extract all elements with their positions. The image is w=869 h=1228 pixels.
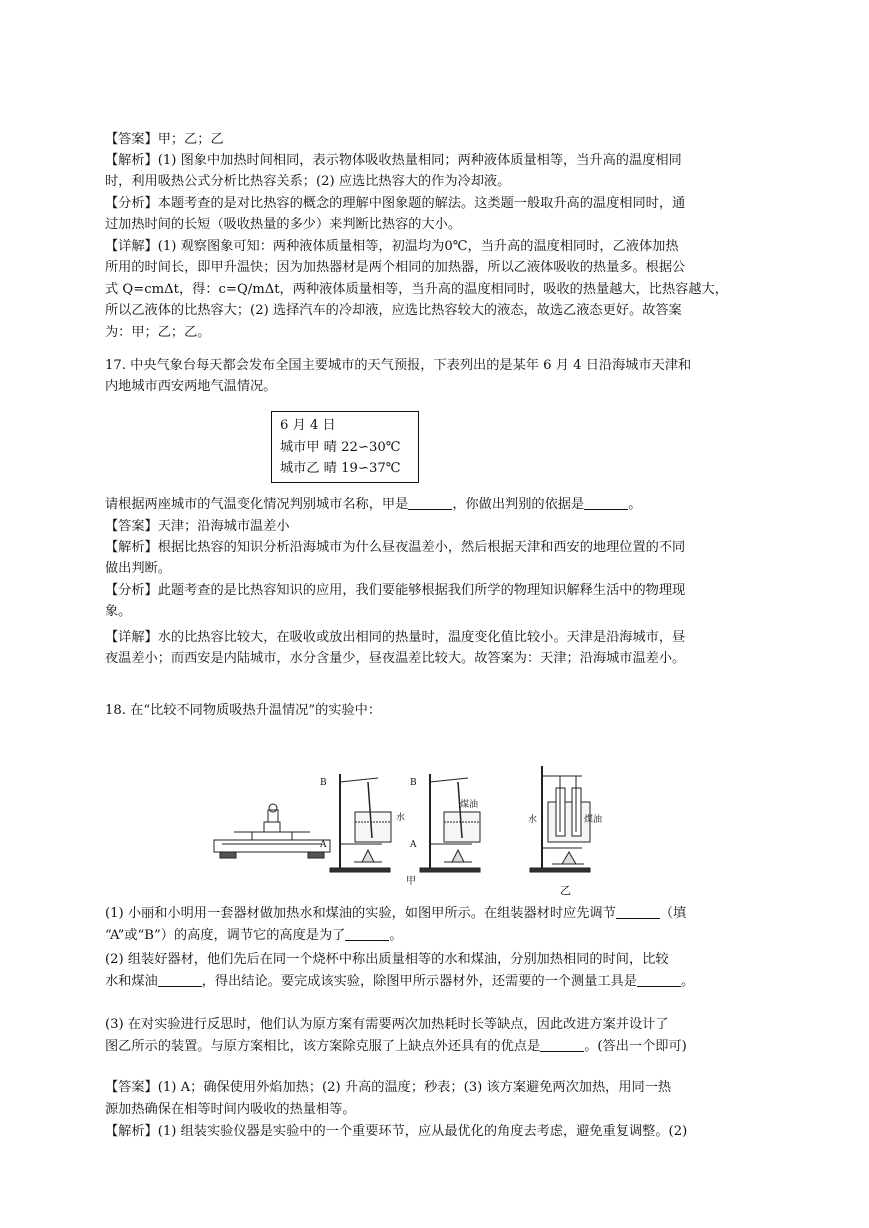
stand-water-illustration [330, 774, 391, 872]
question-18-part2: (2) 组装好器材，他们先后在同一个烧杯中称出质量相等的水和煤油，分别加热相同的时间，比较 [105, 952, 669, 967]
text-line: 式 Q=cmΔt，得：c=Q/mΔt，两种液体质量相等，当升高的温度相同时，吸收的热量越大，比热容越大， [105, 282, 728, 297]
question-18-part3: (3) 在对实验进行反思时，他们认为原方案有需要两次加热耗时长等缺点，因此改进方案并设计了 [105, 1017, 669, 1032]
prompt-text: 。(答出一个即可) [584, 1039, 687, 1054]
prompt-text: 水和煤油 [105, 974, 158, 989]
stand-combined-illustration [530, 766, 590, 872]
label-oil: 煤油 [460, 800, 479, 810]
answer-blank [584, 495, 628, 510]
prompt-text: 请根据两座城市的气温变化情况判别城市名称，甲是 [105, 497, 409, 512]
prompt-text: 。 [389, 928, 403, 943]
prompt-text: (1) 小丽和小明用一套器材做加热水和煤油的实验，如图甲所示。在组装器材时应先调节 [105, 906, 616, 921]
text-line: 【分析】本题考查的是对比热容的概念的理解中图象题的解法。这类题一般取升高的温度相同时，通 [105, 196, 686, 211]
question-18-answer: 【答案】(1) A；确保使用外焰加热；(2) 升高的温度；秒表；(3) 该方案避免两次加热，用同一热 [105, 1080, 672, 1095]
text-line: 【答案】甲；乙；乙 [105, 132, 224, 147]
text-line: 【详解】水的比热容比较大，在吸收或放出相同的热量时，温度变化值比较小。天津是沿海城市，昼 [105, 630, 686, 645]
label-oil: 煤油 [584, 815, 603, 825]
caption-jia: 甲 [406, 876, 416, 887]
text-line: 所用的时间长，即甲升温快；因为加热器材是两个相同的加热器，所以乙液体吸收的热量多。根据公 [105, 260, 686, 275]
question-17-prompt [105, 494, 769, 516]
label-a: A [410, 840, 417, 850]
text-line: 象。 [105, 604, 132, 619]
text-line: 【解析】(1) 图象中加热时间相同，表示物体吸收热量相同；两种液体质量相等，当升高的温度相同 [105, 153, 682, 168]
question-18-title: 18. 在“比较不同物质吸热升温情况”的实验中： [105, 703, 382, 718]
label-b: B [410, 778, 417, 788]
question-18-analysis: 【解析】(1) 组装实验仪器是实验中的一个重要环节，应从最优化的角度去考虑，避免重复调整。(2) [105, 1124, 688, 1139]
question-18-part1-cont [105, 925, 769, 947]
prompt-text: 图乙所示的装置。与原方案相比，该方案除克服了上缺点外还具有的优点是 [105, 1039, 541, 1054]
prompt-text: 。 [628, 497, 642, 512]
question-18-part1 [105, 903, 769, 925]
label-water: 水 [396, 813, 406, 823]
label-water: 水 [528, 815, 538, 825]
text-line: 为：甲；乙；乙。 [105, 325, 211, 340]
text-line: 所以乙液体的比热容大；(2) 选择汽车的冷却液，应选比热容较大的液态，故选乙液态更好。故答案 [105, 303, 682, 318]
question-17-stem: 17. 中央气象台每天都会发布全国主要城市的天气预报，下表列出的是某年 6 月 4 日沿海城市天津和 [105, 358, 692, 373]
prompt-text: 。 [680, 974, 695, 989]
text-line: 【答案】天津；沿海城市温差小 [105, 519, 290, 534]
weather-date: 6 月 4 日 [280, 418, 336, 433]
label-a: A [320, 840, 327, 850]
text-line: 时，利用吸热公式分析比热容关系；(2) 应选比热容大的作为冷却液。 [105, 174, 511, 189]
caption-yi: 乙 [560, 884, 571, 897]
text-line: 源加热确保在相等时间内吸收的热量相等。 [105, 1102, 356, 1117]
prompt-text: ，得出结论。要完成该实验，除图甲所示器材外，还需要的一个测量工具是 [201, 974, 637, 989]
answer-blank [408, 495, 452, 510]
text-line: 【详解】(1) 观察图象可知：两种液体质量相等，初温均为0℃，当升高的温度相同时，乙液体加热 [105, 239, 679, 254]
answer-blank [637, 972, 681, 987]
experiment-figure [212, 762, 612, 902]
text-line: 【分析】此题考查的是比热容知识的应用，我们要能够根据我们所学的物理知识解释生活中的物理现 [105, 583, 686, 598]
text-line: 内地城市西安两地气温情况。 [105, 379, 277, 394]
weather-city-a: 城市甲 晴 22∽30℃ [280, 439, 401, 455]
text-line: 过加热时间的长短（吸收热量的多少）来判断比热容的大小。 [105, 217, 462, 232]
answer-blank [158, 972, 202, 987]
prompt-text: “A”或“B”）的高度，调节它的高度是为了 [105, 928, 346, 943]
text-line: 做出判断。 [105, 561, 171, 576]
weather-table [271, 411, 419, 483]
question-18-part3-cont [105, 1036, 769, 1058]
answer-blank [540, 1037, 584, 1052]
answer-blank [616, 904, 660, 919]
balance-scale-illustration [214, 804, 330, 858]
stand-oil-illustration [420, 774, 480, 872]
prompt-text: ，你做出判别的依据是 [452, 497, 585, 512]
question-18-part2-cont [105, 971, 769, 993]
answer-blank [345, 926, 389, 941]
text-line: 【解析】根据比热容的知识分析沿海城市为什么昼夜温差小，然后根据天津和西安的地理位置的不同 [105, 540, 686, 555]
text-line: 夜温差小；而西安是内陆城市，水分含量少，昼夜温差比较大。故答案为：天津；沿海城市温差小。 [105, 651, 686, 666]
label-b: B [320, 778, 327, 788]
prompt-text: （填 [659, 906, 687, 921]
weather-city-b: 城市乙 晴 19∽37℃ [280, 461, 401, 476]
